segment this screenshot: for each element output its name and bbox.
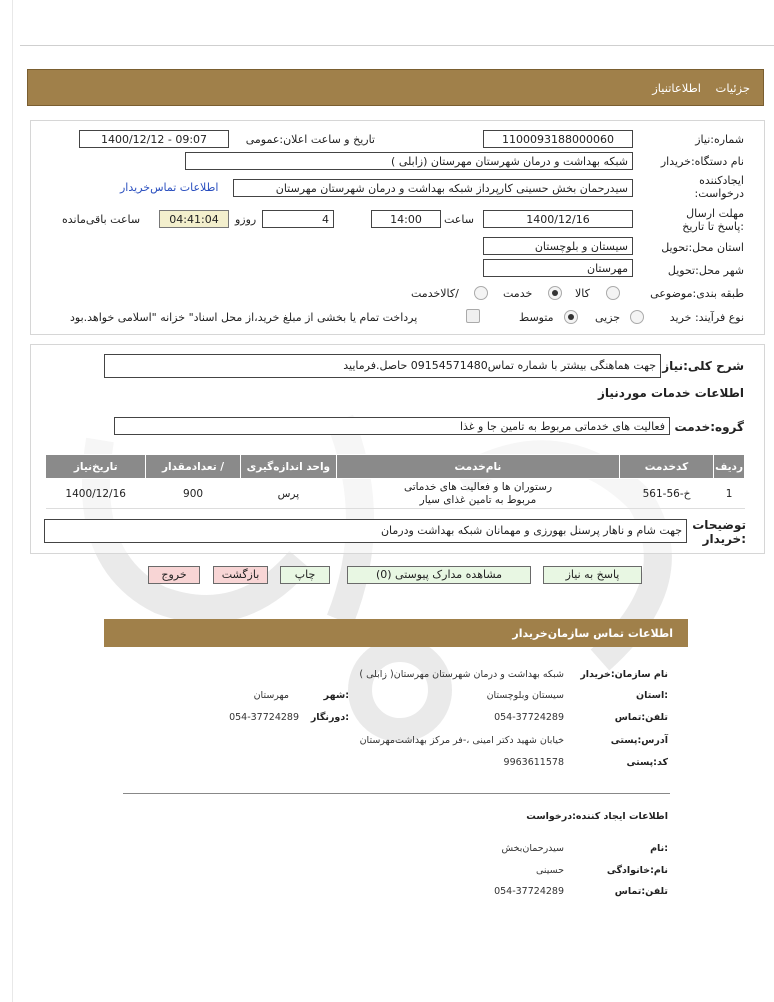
category-label: طبقه بندی:موضوعی (650, 287, 744, 300)
back-button[interactable]: بازگشت (213, 566, 268, 584)
contact-divider (123, 793, 670, 794)
cell-name-line2: مربوط به تامین غذای سیار (419, 493, 537, 506)
cell-row: 1 (714, 479, 745, 509)
creator-field: سیدرحمان بخش حسینی کارپرداز شبکه بهداشت و درمان شهرستان مهرستان (233, 179, 633, 197)
announce-date-label: تاریخ و ساعت اعلان:عمومی (245, 133, 375, 146)
print-button[interactable]: چاپ (280, 566, 330, 584)
cell-code: خ-56-561 (619, 479, 713, 509)
description-label: شرح کلی:نیاز (662, 359, 744, 373)
contact-fax-value: 054-37724289 (229, 712, 299, 723)
need-number-field: 1100093188000060 (483, 130, 633, 148)
deadline-time-field: 14:00 (371, 210, 441, 228)
col-date-header: تاریخ‌نیاز (46, 455, 146, 479)
time-label: ساعت (444, 213, 474, 226)
contact-address-value: خیابان شهید دکتر امینی ،-فر مرکز بهداشت‌مهرستان (359, 735, 564, 746)
col-name-header: نام‌خدمت (337, 455, 620, 479)
process-minor-label: جزیی (595, 311, 621, 324)
category-goods-service-radio[interactable] (474, 286, 488, 300)
days-field: 4 (262, 210, 334, 228)
cell-date: 1400/12/16 (46, 479, 146, 509)
creator-family-label: نام:خانوادگی (606, 865, 668, 876)
category-goods-label: کالا (575, 287, 590, 300)
creator-label: ایجادکننده درخواست: (694, 174, 744, 200)
province-label: استان محل:تحویل (661, 241, 744, 254)
category-goods-service-label: /کالاخدمت (411, 287, 459, 300)
org-name-label: نام سازمان:خریدار (580, 669, 668, 680)
col-qty-header: / تعدادمقدار (146, 455, 240, 479)
contact-fax-label: :دورنگار (310, 712, 349, 723)
table-header-row (46, 455, 745, 479)
category-goods-radio[interactable] (606, 286, 620, 300)
contact-phone-label: تلفن:تماس (614, 712, 668, 723)
treasury-payment-label: پرداخت تمام یا بخشی از مبلغ خرید،از محل اسناد" خزانه "اسلامی خواهد.بود (70, 311, 418, 324)
remaining-time-field: 04:41:04 (159, 210, 229, 228)
creator-name-value: سیدرحمان‌بخش (501, 843, 564, 854)
treasury-payment-checkbox[interactable] (466, 309, 480, 323)
cell-qty: 900 (146, 479, 240, 509)
table-row (46, 479, 745, 509)
category-service-label: خدمت (503, 287, 533, 300)
service-group-field: فعالیت های خدماتی مربوط به تامین جا و غذا (114, 417, 670, 435)
contact-province-label: :استان (636, 690, 668, 701)
service-group-label: گروه:خدمت (674, 420, 744, 434)
cell-name (337, 479, 620, 509)
col-code-header: کدخدمت (619, 455, 713, 479)
process-medium-radio[interactable] (564, 310, 578, 324)
need-number-label: شماره:نیاز (695, 133, 744, 146)
description-field: جهت هماهنگی بیشتر با شماره تماس09154571480 حاصل.فرمایید (104, 354, 661, 378)
creator-name-label: :نام (650, 843, 668, 854)
tab-details[interactable]: جزئیات (715, 81, 750, 95)
process-medium-label: متوسط (519, 311, 554, 324)
creator-phone-label: تلفن:تماس (614, 886, 668, 897)
buyer-name-field: شبکه بهداشت و درمان شهرستان مهرستان (زابلی ) (185, 152, 633, 170)
announce-date-field: 1400/12/12 - 09:07 (79, 130, 229, 148)
contact-postal-label: کد:پستی (626, 757, 668, 768)
col-unit-header: واحد اندازه‌گیری (240, 455, 336, 479)
tab-need-info[interactable]: اطلاعاتنیاز (652, 81, 701, 95)
category-service-radio[interactable] (548, 286, 562, 300)
col-row-header: ردیف (714, 455, 745, 479)
deadline-date-field: 1400/12/16 (483, 210, 633, 228)
deadline-label: مهلت ارسال :پاسخ تا تاریخ (682, 207, 744, 233)
city-label: شهر محل:تحویل (667, 264, 744, 277)
province-field: سیستان و بلوچستان (483, 237, 633, 255)
contact-bar-title: اطلاعات تماس سازمان‌خریدار (512, 627, 673, 640)
remaining-label: ساعت باقی‌مانده (62, 213, 141, 226)
cell-name-line1: رستوران ها و فعالیت های خدماتی (403, 480, 553, 493)
top-divider (20, 45, 774, 46)
header-bar (27, 69, 764, 106)
services-title: اطلاعات خدمات موردنیاز (597, 386, 744, 400)
attachments-button[interactable]: مشاهده مدارک پیوستی (0) (347, 566, 531, 584)
buyer-contact-link[interactable]: اطلاعات تماس‌خریدار (120, 181, 219, 194)
services-table (45, 454, 745, 509)
days-label: روزو (235, 213, 257, 226)
buyer-contact-bar (104, 619, 688, 647)
process-type-label: نوع فرآیند: خرید (669, 311, 744, 324)
contact-province-value: سیستان وبلوچستان (486, 690, 564, 701)
contact-city-label: :شهر (323, 690, 349, 701)
buyer-name-label: نام دستگاه:خریدار (660, 155, 744, 168)
creator-info-title: اطلاعات ایجاد کننده:درخواست (526, 811, 668, 822)
contact-phone-value: 054-37724289 (494, 712, 564, 723)
reply-button[interactable]: پاسخ به نیاز (543, 566, 642, 584)
buyer-notes-field: جهت شام و ناهار پرسنل بهورزی و مهمانان شبکه بهداشت ودرمان (44, 519, 687, 543)
creator-family-value: حسینی (536, 865, 564, 876)
exit-button[interactable]: خروج (148, 566, 200, 584)
contact-address-label: آدرس:پستی (610, 735, 668, 746)
cell-unit: پرس (240, 479, 336, 509)
creator-phone-value: 054-37724289 (494, 886, 564, 897)
contact-city-value: مهرستان (253, 690, 289, 701)
buyer-notes-label: توضیحات :خریدار (692, 518, 746, 546)
contact-postal-value: 9963611578 (503, 757, 564, 768)
org-name-value: شبکه بهداشت و درمان شهرستان مهرستان( زابلی ) (359, 669, 564, 680)
process-minor-radio[interactable] (630, 310, 644, 324)
city-field: مهرستان (483, 259, 633, 277)
left-border (12, 0, 13, 1002)
